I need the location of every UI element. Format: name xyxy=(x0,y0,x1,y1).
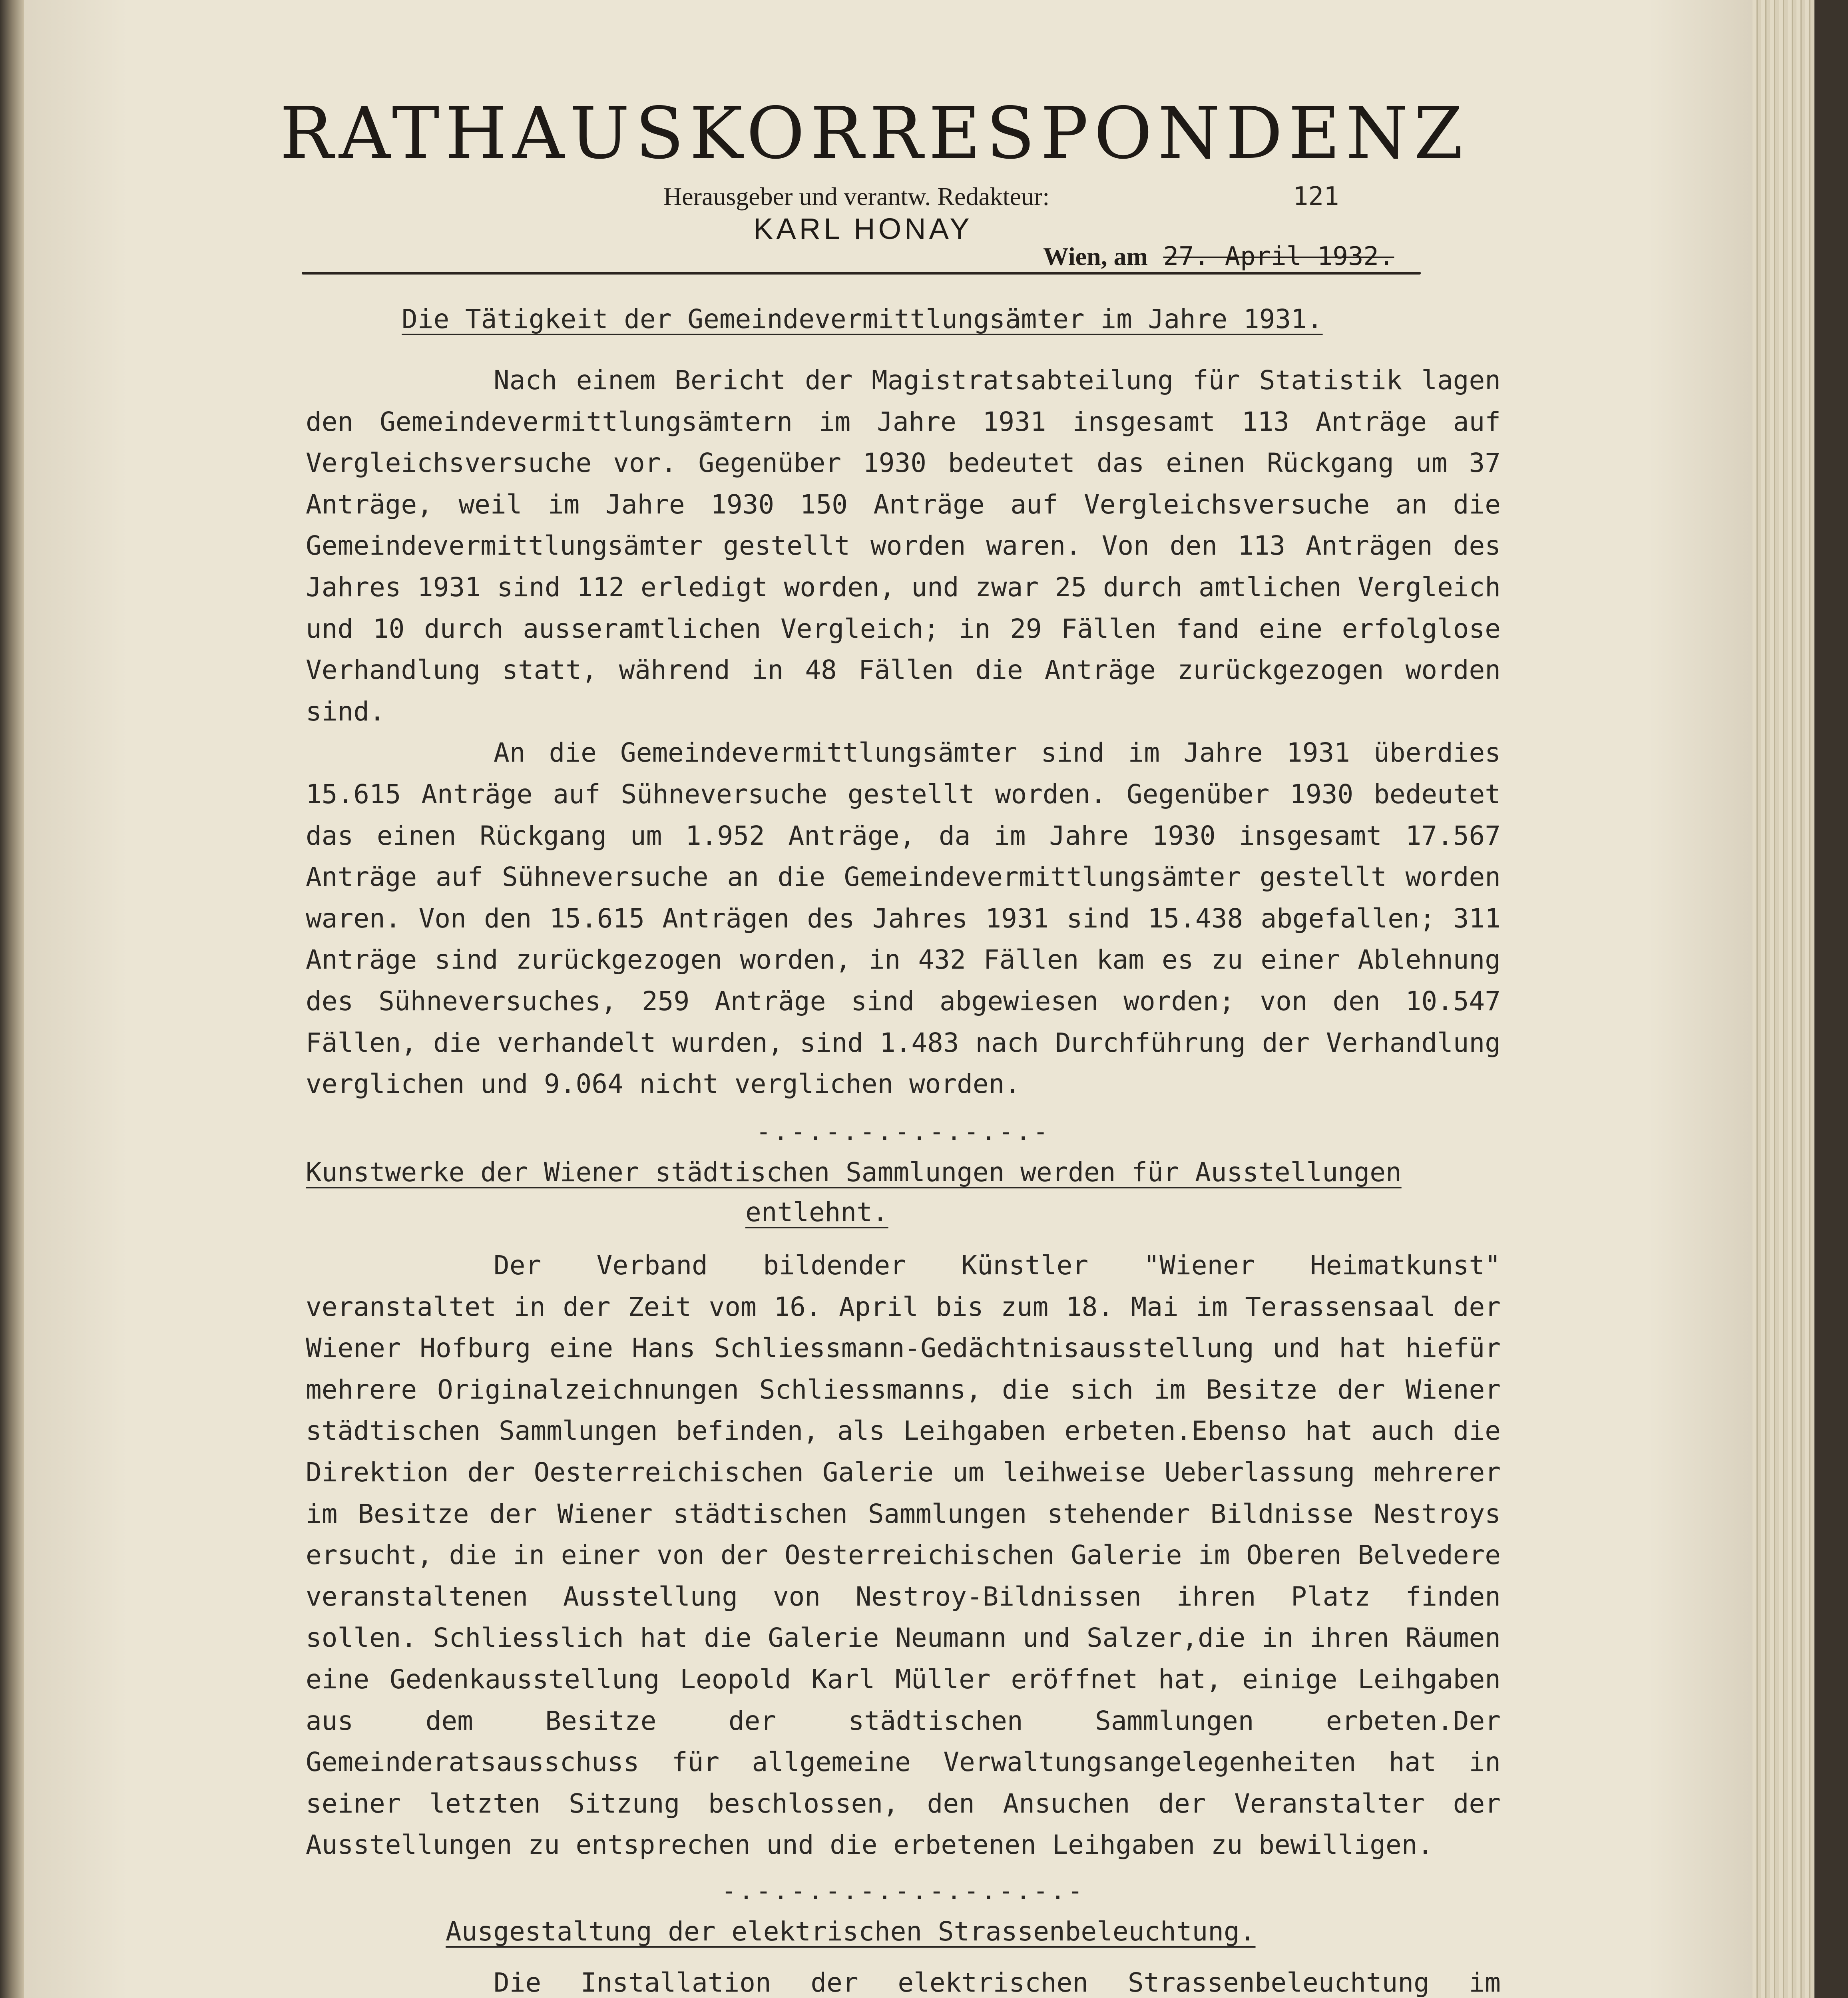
article-paragraph: An die Gemeindevermittlungsämter sind im Jahre 1931 überdies 15.615 Anträge auf Sühneversuche gestellt worden. Gegenüber 1930 bedeutet das einen Rückgang um 1.952 Anträge, da im Jahre 1930 insgesamt 17.567 Anträge auf Sühneversuche an die Gemeindevermittlungsämter gestellt worden waren. Von den 15.615 Anträgen des Jahres 1931 sind 15.438 abgefallen; 311 Anträge sind zurückgezogen worden, in 432 Fällen kam es zu einer Ablehnung des Sühneversuches, 259 Anträge sind abgewiesen worden; von den 10.547 Fällen, die verhandelt wurden, sind 1.483 nach Durchführung der Verhandlung verglichen und 9.064 nicht verglichen worden. xyxy=(306,737,1501,1100)
masthead-title: RATHAUSKORRESPONDENZ xyxy=(280,92,1469,175)
section-separator: -.-.-.-.-.-.-.-.-.-.- xyxy=(721,1876,1085,1905)
article-paragraph: Nach einem Bericht der Magistratsabteilung für Statistik lagen den Gemeindevermittlungsämtern im Jahre 1931 insgesamt 113 Anträge auf Vergleichsversuche vor. Gegenüber 1930 bedeutet das einen Rückgang um 37 Anträge, weil im Jahre 1930 150 Anträge auf Vergleichsversuche an die Gemeindevermittlungsämter gestellt worden waren. Von den 113 Anträgen des Jahres 1931 sind 112 erledigt worden, und zwar 25 durch amtlichen Vergleich und 10 durch ausseramtlichen Vergleich; in 29 Fällen fand eine erfolglose Verhandlung statt, während in 48 Fällen die Anträge zurückgezogen worden sind. xyxy=(306,365,1501,727)
article-title: Ausgestaltung der elektrischen Strassenbeleuchtung. xyxy=(446,1916,1256,1947)
article-body xyxy=(306,360,1501,1105)
date-value: 27. April 1932. xyxy=(1163,242,1394,271)
book-spine-edge xyxy=(0,0,24,1998)
book-cover-edge xyxy=(1814,0,1848,1998)
article-body xyxy=(306,1962,1501,1998)
article-body xyxy=(306,1245,1501,1866)
issue-number: 121 xyxy=(1293,182,1339,211)
publisher-line: Herausgeber und verantw. Redakteur: xyxy=(663,182,1050,211)
article-paragraph: Der Verband bildender Künstler "Wiener Heimatkunst" veranstaltet in der Zeit vom 16. April bis zum 18. Mai im Terassensaal der Wiener Hofburg eine Hans Schliessmann-Gedächtnisausstellung und hat hiefür mehrere Originalzeichnungen Schliessmanns, die sich im Besitze der Wiener städtischen Sammlungen befinden, als Leihgaben erbeten.Ebenso hat auch die Direktion der Oesterreichischen Galerie um leihweise Ueberlassung mehrerer im Besitze der Wiener städtischen Sammlungen stehender Bildnisse Nestroys ersucht, die in einer von der Oesterreichischen Galerie im Oberen Belvedere veranstaltenen Ausstellung von Nestroy-Bildnissen ihren Platz finden sollen. Schliesslich hat die Galerie Neumann und Salzer,die in ihren Räumen eine Gedenkausstellung Leopold Karl Müller eröffnet hat, einige Leihgaben aus dem Besitze der städtischen Sammlungen erbeten.Der Gemeinderatsausschuss für allgemeine Verwaltungsangelegenheiten hat in seiner letzten Sitzung beschlossen, den Ansuchen der Veranstalter der Ausstellungen zu entsprechen und die erbetenen Leihgaben zu bewilligen. xyxy=(306,1250,1501,1861)
date-line xyxy=(1043,242,1394,271)
section-separator: -.-.-.-.-.-.-.-.- xyxy=(756,1117,1051,1146)
article-title: Die Tätigkeit der Gemeindevermittlungsämter im Jahre 1931. xyxy=(402,304,1323,334)
date-label: Wien, am xyxy=(1043,242,1148,271)
article-title: Kunstwerke der Wiener städtischen Sammlungen werden für Ausstellungen xyxy=(306,1157,1402,1188)
article-title-continued: entlehnt. xyxy=(745,1197,888,1228)
article-paragraph: Die Installation der elektrischen Strassenbeleuchtung im xyxy=(494,1967,1501,1998)
masthead-divider xyxy=(302,272,1421,275)
masthead xyxy=(280,92,1469,175)
editor-name: KARL HONAY xyxy=(753,212,973,245)
